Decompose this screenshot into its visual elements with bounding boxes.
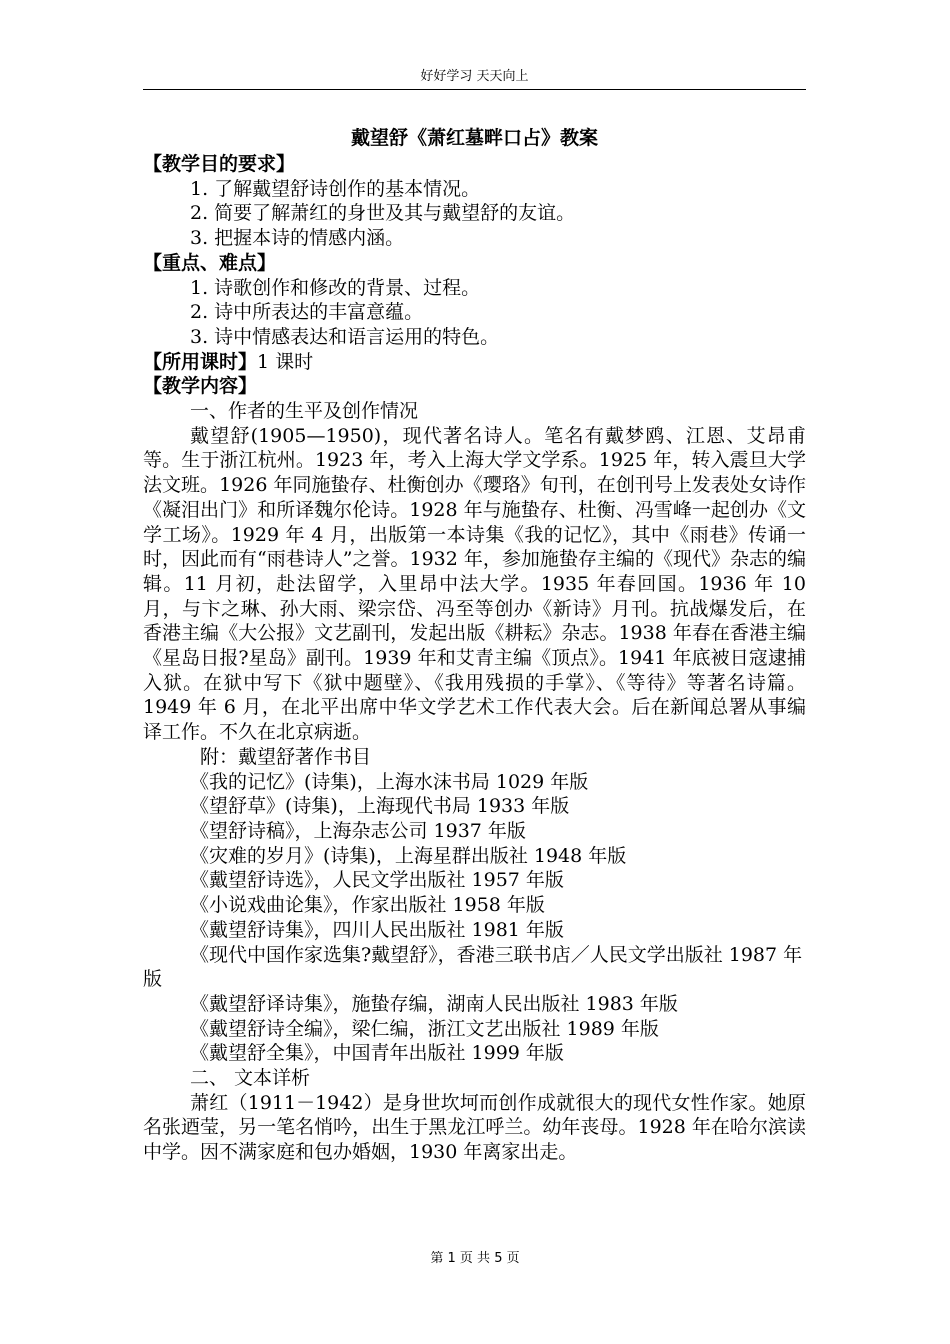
works-item: 《小说戏曲论集》，作家出版社 1958 年版	[190, 894, 545, 917]
works-heading: 附：戴望舒著作书目	[200, 745, 372, 768]
works-item: 《戴望舒诗全编》，梁仁编，浙江文艺出版社 1989 年版	[190, 1017, 659, 1040]
part2-heading: 二、 文本详析	[190, 1067, 311, 1090]
key-point-item: 1. 诗歌创作和修改的背景、过程。	[190, 276, 481, 299]
works-item: 《现代中国作家选集?戴望舒》，香港三联书店／人民文学出版社 1987 年版	[143, 943, 803, 991]
works-item: 《我的记忆》(诗集)，上海水沫书局 1029 年版	[190, 770, 589, 793]
works-item: 《戴望舒全集》，中国青年出版社 1999 年版	[190, 1042, 564, 1065]
part1-heading: 一、作者的生平及创作情况	[190, 400, 419, 423]
works-item: 《灾难的岁月》(诗集)，上海星群出版社 1948 年版	[190, 844, 627, 867]
section-heading-content: 【教学内容】	[143, 375, 258, 398]
works-item: 《望舒草》(诗集)，上海现代书局 1933 年版	[190, 795, 570, 818]
section-heading-hours: 【所用课时】	[143, 350, 258, 373]
section-heading-key-points: 【重点、难点】	[143, 251, 277, 274]
document-body	[143, 122, 806, 1165]
works-item: 《望舒诗稿》，上海杂志公司 1937 年版	[190, 819, 526, 842]
xiao-hong-paragraph: 萧红（1911－1942）是身世坎坷而创作成就很大的现代女性作家。她原名张迺莹，另一笔名悄吟，出生于黑龙江呼兰。幼年丧母。1928 年在哈尔滨读中学。因不满家庭和包办婚姻，1930 年离家出走。	[143, 1091, 806, 1164]
section-heading-objectives: 【教学目的要求】	[143, 153, 296, 175]
page-header: 好好学习 天天向上	[143, 66, 806, 90]
works-item: 《戴望舒诗选》，人民文学出版社 1957 年版	[190, 869, 564, 892]
objective-item: 1. 了解戴望舒诗创作的基本情况。	[190, 177, 481, 200]
author-biography: 戴望舒(1905—1950)，现代著名诗人。笔名有戴梦鸥、江恩、艾昂甫等。生于浙江杭州。1923 年，考入上海大学文学系。1925 年，转入震旦大学法文班。1926 年同施蛰存、杜衡创办《璎珞》旬刊，在创刊号上发表处女诗作《凝泪出门》和所译魏尔伦诗。1928 年与施蛰存、杜衡、冯雪峰一起创办《文学工场》。1929 年 4 月，出版第一本诗集《我的记忆》，其中《雨巷》传诵一时，因此而有“雨巷诗人”之誉。1932 年，参加施蛰存主编的《现代》杂志的编辑。11 月初，赴法留学，入里昂中法大学。1935 年春回国。1936 年 10 月，与卞之琳、孙大雨、梁宗岱、冯至等创办《新诗》月刊。抗战爆发后，在香港主编《大公报》文艺副刊，发起出版《耕耘》杂志。1938 年春在香港主编《星岛日报?星岛》副刊。1939 年和艾青主编《顶点》。1941 年底被日寇逮捕入狱。在狱中写下《狱中题壁》、《我用残损的手掌》、《等待》等著名诗篇。 1949 年 6 月，在北平出席中华文学艺术工作代表大会。后在新闻总署从事编译工作。不久在北京病逝。	[143, 424, 806, 744]
page-footer: 第 1 页 共 5 页	[430, 1251, 520, 1266]
key-point-item: 3. 诗中情感表达和语言运用的特色。	[190, 325, 500, 348]
key-point-item: 2. 诗中所表达的丰富意蕴。	[190, 301, 424, 324]
works-item: 《戴望舒译诗集》，施蛰存编，湖南人民出版社 1983 年版	[190, 992, 678, 1015]
works-item: 《戴望舒诗集》，四川人民出版社 1981 年版	[190, 918, 564, 941]
hours-value: 1 课时	[257, 350, 314, 373]
objective-item: 2. 简要了解萧红的身世及其与戴望舒的友谊。	[190, 202, 576, 225]
objective-item: 3. 把握本诗的情感内涵。	[190, 227, 405, 250]
document-title: 戴望舒《萧红墓畔口占》教案	[350, 127, 598, 149]
hours-line	[143, 350, 806, 375]
